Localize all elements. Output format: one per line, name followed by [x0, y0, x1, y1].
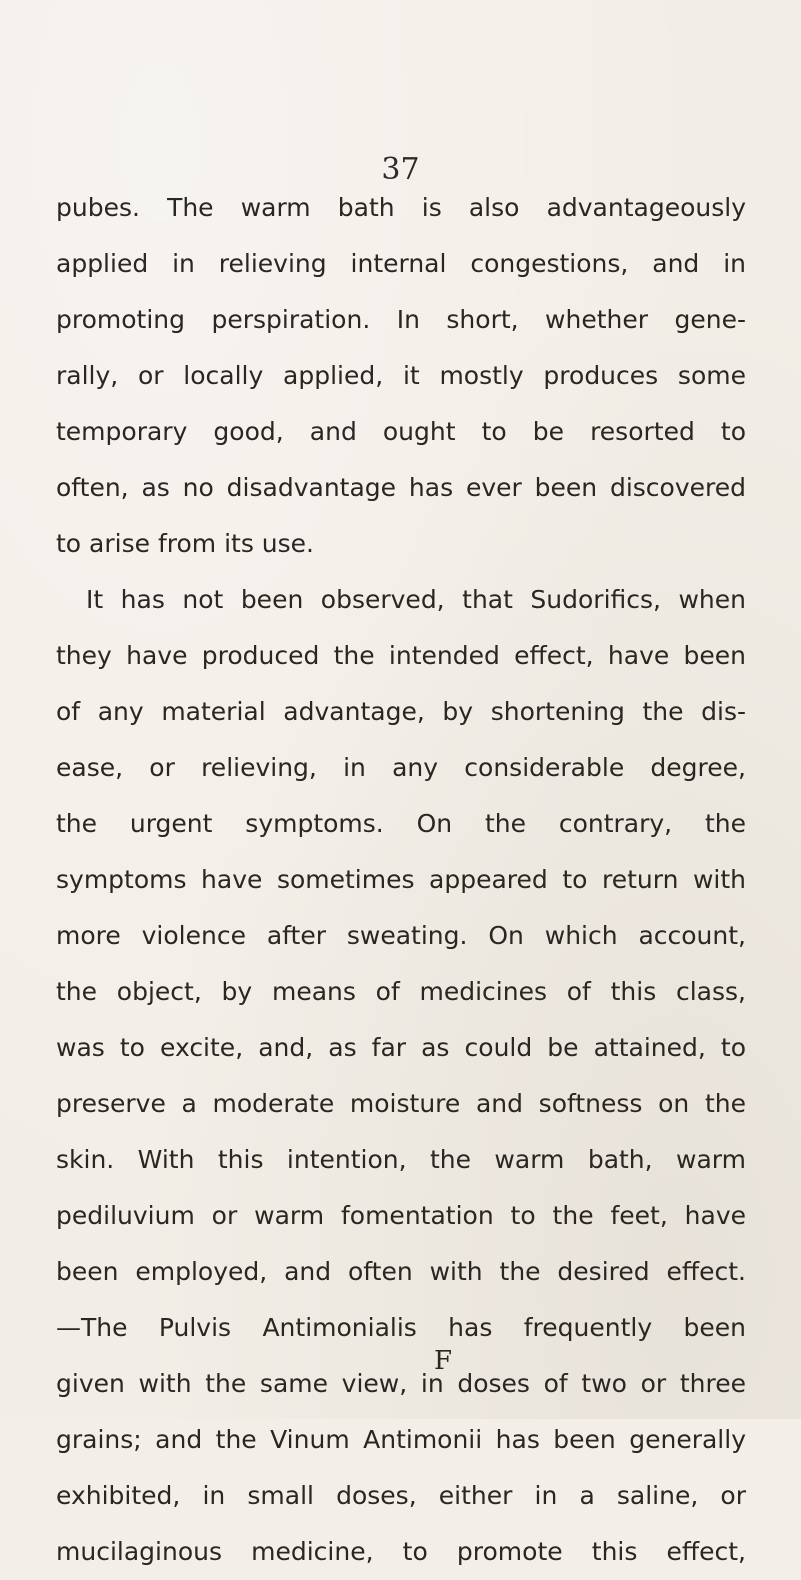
text-line: skin. With this intention, the warm bath, warm [56, 1145, 746, 1174]
text-line: rally, or locally applied, it mostly produces some [56, 361, 746, 390]
text-line: given with the same view, in doses of two or three [56, 1369, 746, 1398]
text-line: the urgent symptoms. On the contrary, the [56, 809, 746, 838]
text-line: grains; and the Vinum Antimonii has been generally [56, 1425, 746, 1454]
text-line: temporary good, and ought to be resorted to [56, 417, 746, 446]
text-line: been employed, and often with the desired effect. [56, 1257, 746, 1286]
text-line: pediluvium or warm fomentation to the feet, have [56, 1201, 746, 1230]
text-line: ease, or relieving, in any considerable degree, [56, 753, 746, 782]
text-line: to arise from its use. [56, 529, 314, 558]
text-line: often, as no disadvantage has ever been discovered [56, 473, 746, 502]
text-line: —The Pulvis Antimonialis has frequently been [56, 1313, 746, 1342]
text-line: promoting perspiration. In short, whether gene- [56, 305, 746, 334]
text-line: of any material advantage, by shortening the dis- [56, 697, 746, 726]
text-line: applied in relieving internal congestions, and in [56, 249, 746, 278]
text-line: It has not been observed, that Sudorifics, when [86, 585, 746, 614]
text-line: was to excite, and, as far as could be attained, to [56, 1033, 746, 1062]
page-number: 37 [381, 152, 420, 187]
text-line: symptoms have sometimes appeared to return with [56, 865, 746, 894]
text-line: pubes. The warm bath is also advantageously [56, 193, 746, 222]
body-text [56, 180, 746, 1580]
text-line: exhibited, in small doses, either in a saline, or [56, 1481, 746, 1510]
text-line: more violence after sweating. On which account, [56, 921, 746, 950]
text-line: preserve a moderate moisture and softness on the [56, 1089, 746, 1118]
text-line: they have produced the intended effect, have been [56, 641, 746, 670]
text-line: the object, by means of medicines of this class, [56, 977, 746, 1006]
catchword: F [434, 1346, 453, 1376]
text-line: mucilaginous medicine, to promote this effect, [56, 1537, 746, 1566]
